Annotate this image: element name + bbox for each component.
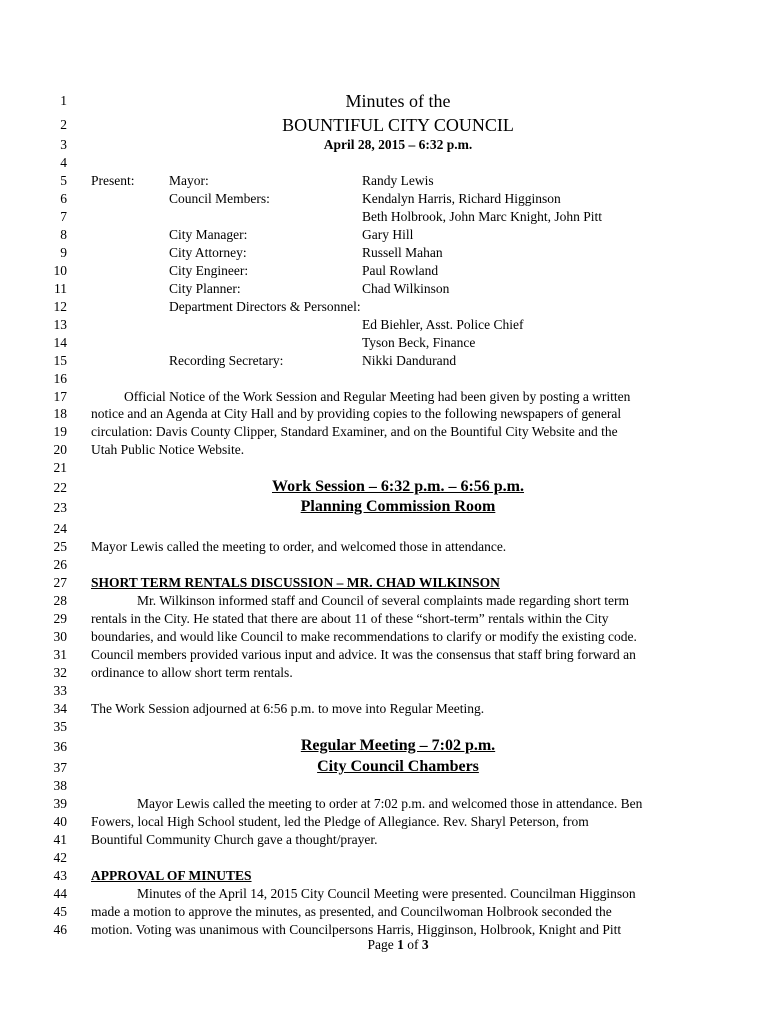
- line-number: 24: [53, 521, 67, 536]
- line-number: 25: [53, 539, 67, 554]
- notice-line: Official Notice of the Work Session and Regular Meeting had been given by posting a written: [124, 389, 631, 404]
- line-number: 1: [60, 93, 67, 108]
- line-number: 29: [53, 611, 67, 626]
- line-number: 3: [60, 137, 67, 152]
- attendance-names: Randy Lewis: [362, 173, 434, 188]
- line-number: 40: [53, 814, 67, 829]
- line-number: 27: [53, 575, 67, 590]
- document-title-line1: Minutes of the: [345, 91, 451, 111]
- topic-line: Council members provided various input and advice. It was the consensus that staff bring forward an: [91, 647, 636, 662]
- topic-line: Mr. Wilkinson informed staff and Council of several complaints made regarding short term: [137, 593, 629, 608]
- line-number: 7: [60, 209, 67, 224]
- attendance-role: Recording Secretary:: [169, 353, 284, 368]
- minutes-heading: APPROVAL OF MINUTES: [91, 868, 252, 883]
- line-number: 28: [53, 593, 67, 608]
- attendance-role: City Planner:: [169, 281, 241, 296]
- line-number: 44: [53, 886, 67, 901]
- line-number: 26: [53, 557, 67, 572]
- attendance-names: Chad Wilkinson: [362, 281, 450, 296]
- page-number: 1: [397, 937, 404, 952]
- line-number: 18: [53, 406, 67, 421]
- attendance-names: Gary Hill: [362, 227, 414, 242]
- line-number: 33: [53, 683, 67, 698]
- minutes-line: motion. Voting was unanimous with Councilpersons Harris, Higginson, Holbrook, Knight and Pitt: [91, 922, 622, 937]
- attendance-role: City Engineer:: [169, 263, 249, 278]
- page-total: 3: [421, 937, 429, 952]
- line-number: 34: [53, 701, 67, 716]
- line-number: 15: [53, 353, 67, 368]
- line-number: 31: [53, 647, 67, 662]
- attendance-names: Kendalyn Harris, Richard Higginson: [362, 191, 561, 206]
- topic-line: rentals in the City. He stated that there are about 11 of these “short-term” rentals within the City: [91, 611, 609, 626]
- line-number: 17: [53, 389, 67, 404]
- line-number: 10: [53, 263, 67, 278]
- work-session-heading: Work Session – 6:32 p.m. – 6:56 p.m.: [271, 478, 525, 495]
- line-number: 35: [53, 719, 67, 734]
- line-number: 39: [53, 796, 67, 811]
- adjourn-line: The Work Session adjourned at 6:56 p.m. to move into Regular Meeting.: [91, 701, 485, 716]
- line-number: 6: [60, 191, 67, 206]
- line-number: 16: [53, 371, 67, 386]
- notice-line: circulation: Davis County Clipper, Standard Examiner, and on the Bountiful City Website and the: [91, 424, 618, 439]
- line-number: 5: [60, 173, 67, 188]
- line-number: 12: [53, 299, 67, 314]
- attendance-names: Tyson Beck, Finance: [362, 335, 476, 350]
- topic-heading: SHORT TERM RENTALS DISCUSSION – MR. CHAD WILKINSON: [91, 575, 500, 590]
- line-number: 46: [53, 922, 67, 937]
- attendance-names: Beth Holbrook, John Marc Knight, John Pitt: [362, 209, 602, 224]
- attendance-names: Russell Mahan: [362, 245, 443, 260]
- topic-line: ordinance to allow short term rentals.: [91, 665, 293, 680]
- topic-line: boundaries, and would like Council to make recommendations to clarify or modify the existing code.: [91, 629, 637, 644]
- line-number: 43: [53, 868, 67, 883]
- call-to-order: Mayor Lewis called the meeting to order, and welcomed those in attendance.: [91, 539, 507, 554]
- line-number: 38: [53, 778, 67, 793]
- attendance-names: Nikki Dandurand: [362, 353, 457, 368]
- line-number: 23: [53, 500, 67, 515]
- line-number: 41: [53, 832, 67, 847]
- meeting-date: April 28, 2015 – 6:32 p.m.: [323, 137, 473, 152]
- line-number: 4: [60, 155, 67, 170]
- line-number: 45: [53, 904, 67, 919]
- attendance-role: Mayor:: [169, 173, 209, 188]
- opening-line: Bountiful Community Church gave a thought/prayer.: [91, 832, 378, 847]
- regular-meeting-location: City Council Chambers: [317, 758, 479, 775]
- attendance-names: Ed Biehler, Asst. Police Chief: [362, 317, 524, 332]
- work-session-location: Planning Commission Room: [300, 498, 496, 515]
- line-number: 14: [53, 335, 67, 350]
- line-number: 21: [53, 460, 67, 475]
- opening-line: Mayor Lewis called the meeting to order at 7:02 p.m. and welcomed those in attendance. Ben: [137, 796, 643, 811]
- page-prefix: Page: [367, 937, 398, 952]
- attendance-role: Department Directors & Personnel:: [169, 299, 361, 314]
- page-footer: [0, 937, 770, 953]
- line-number: 32: [53, 665, 67, 680]
- line-number: 9: [60, 245, 67, 260]
- line-number: 36: [53, 739, 67, 754]
- line-number: 11: [54, 281, 67, 296]
- minutes-line: Minutes of the April 14, 2015 City Council Meeting were presented. Councilman Higginson: [137, 886, 636, 901]
- line-number: 22: [53, 480, 67, 495]
- line-number: 13: [53, 317, 67, 332]
- line-number: 20: [53, 442, 67, 457]
- line-number: 8: [60, 227, 67, 242]
- present-label: Present:: [91, 173, 135, 188]
- line-number: 42: [53, 850, 67, 865]
- notice-line: notice and an Agenda at City Hall and by providing copies to the following newspapers of general: [91, 406, 622, 421]
- page-of: of: [403, 937, 422, 952]
- opening-line: Fowers, local High School student, led the Pledge of Allegiance. Rev. Sharyl Peterson, from: [91, 814, 589, 829]
- line-number: 30: [53, 629, 67, 644]
- line-number: 2: [60, 117, 67, 132]
- minutes-line: made a motion to approve the minutes, as presented, and Councilwoman Holbrook seconded the: [91, 904, 612, 919]
- attendance-role: City Manager:: [169, 227, 248, 242]
- regular-meeting-heading: Regular Meeting – 7:02 p.m.: [300, 737, 496, 754]
- attendance-names: Paul Rowland: [362, 263, 439, 278]
- line-number: 37: [53, 760, 67, 775]
- attendance-role: City Attorney:: [169, 245, 247, 260]
- document-title-line2: BOUNTIFUL CITY COUNCIL: [282, 115, 514, 135]
- attendance-role: Council Members:: [169, 191, 270, 206]
- notice-line: Utah Public Notice Website.: [91, 442, 245, 457]
- line-number: 19: [53, 424, 67, 439]
